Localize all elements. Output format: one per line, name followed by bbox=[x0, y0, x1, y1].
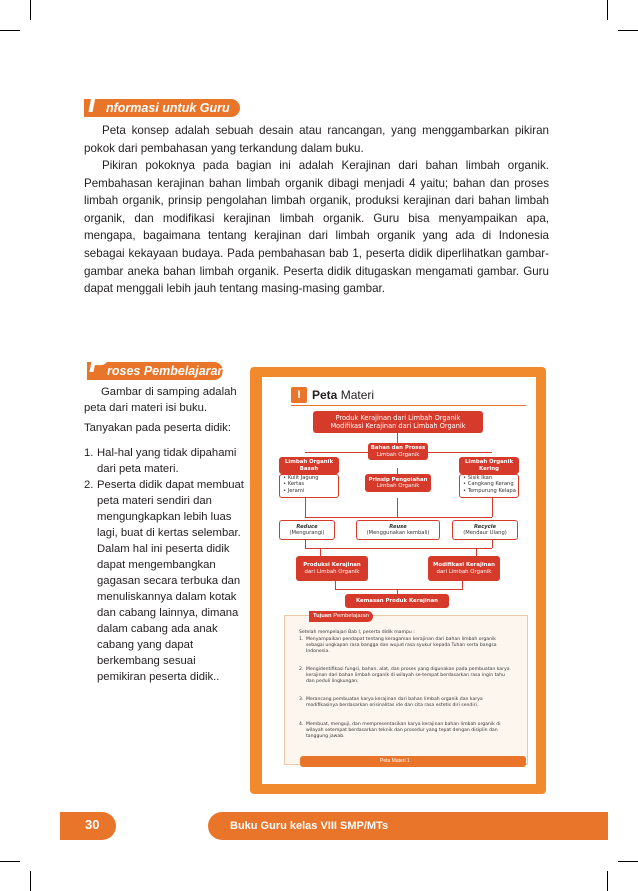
list-item: Hal-hal yang tidak dipahami dari peta materi. bbox=[97, 447, 237, 475]
header-title: nformasi untuk Guru bbox=[106, 101, 230, 115]
map-node-reuse bbox=[356, 520, 440, 540]
node-text: Recycle bbox=[473, 524, 497, 530]
left-intro: Gambar di samping adalah peta dari materi isi buku. bbox=[84, 386, 237, 414]
node-text: Modifikasi Kerajinan bbox=[433, 562, 495, 568]
map-list-basah bbox=[279, 474, 339, 498]
node-text: Reuse bbox=[389, 524, 407, 530]
chapter-badge: I bbox=[291, 387, 307, 403]
node-text: (Mendaur Ulang) bbox=[463, 530, 507, 537]
crop-mark bbox=[618, 30, 638, 31]
crop-mark bbox=[607, 871, 608, 891]
tujuan-num: 1. bbox=[299, 637, 304, 642]
map-node-kering bbox=[459, 457, 519, 474]
node-text: dari Limbah Organik bbox=[436, 568, 492, 575]
node-text: Limbah Organik bbox=[284, 459, 334, 465]
map-root-node bbox=[313, 411, 483, 433]
map-node-bahan bbox=[368, 443, 428, 460]
crop-mark bbox=[0, 861, 20, 862]
map-node-basah bbox=[279, 457, 339, 474]
map-node-kemasan bbox=[345, 594, 449, 608]
header-initial: I bbox=[88, 87, 96, 118]
crop-mark bbox=[607, 0, 608, 20]
tujuan-num: 4. bbox=[299, 722, 304, 727]
node-text: Kering bbox=[479, 465, 499, 472]
header-title: roses Pembelajaran bbox=[107, 364, 226, 378]
list-item-number: 2. bbox=[84, 479, 94, 491]
tujuan-item: Menyampaikan pendapat tentang keragaman kerajinan dari bahan limbah organik sebagai ungkapan rasa bangga dan wujud rasa syukur kepada Tuhan serta bangsa Indonesia. bbox=[306, 637, 497, 655]
map-node-produksi bbox=[296, 556, 368, 581]
header-initial: P bbox=[89, 347, 108, 378]
tujuan-item: Membuat, menguji, dan mempresentasikan karya kerajinan bahan limbah organik di wilayah setempat berdasarkan teknik dan prosedur yang tepat dengan disiplin dan tanggung jawab. bbox=[306, 722, 501, 740]
map-list-kering bbox=[459, 474, 519, 498]
node-text: dari Limbah Organik bbox=[304, 568, 360, 575]
list-item: • Kulit Jagung bbox=[283, 475, 319, 481]
crop-mark bbox=[0, 30, 20, 31]
tujuan-num: 3. bbox=[299, 697, 304, 702]
node-text: Limbah Organik bbox=[464, 459, 514, 465]
node-text: (Menggunakan kembali) bbox=[366, 530, 430, 537]
list-item: Peserta didik dapat membuat peta materi sendiri dan mengungkapkan lebih luas lagi, buat di kertas selembar. Dalam hal ini peserta didik dapat mengembangkan gagasan secara terbuka dan menuliskannya dalam kotak dan cabang lainnya, dimana dalam cabang ada anak cabang yang dapat berkembang sesuai pemikiran peserta didik.. bbox=[97, 479, 244, 683]
crop-mark bbox=[30, 0, 31, 20]
left-ask: Tanyakan pada peserta didik: bbox=[84, 422, 231, 434]
list-item: • Jerami bbox=[283, 487, 305, 494]
map-node-prinsip bbox=[365, 474, 431, 492]
node-text: Basah bbox=[299, 465, 319, 472]
list-item: • Tempurung Kelapa bbox=[463, 487, 516, 494]
tujuan-item: Mengidentifikasi fungsi, bahan, alat, dan proses yang digunakan pada pembuatan karya kerajinan dari bahan limbah organik di wilayah se-tempat berdasarkan rasa ingin tahu dan peduli lingkungan. bbox=[306, 667, 510, 685]
map-title-bold: Peta bbox=[312, 388, 338, 402]
map-node-modifikasi bbox=[428, 556, 500, 581]
node-text: Produksi Kerajinan bbox=[303, 562, 361, 568]
list-item: • Cangkang Kerang bbox=[463, 481, 514, 488]
node-text: Limbah Organik bbox=[376, 483, 420, 489]
tujuan-intro: Setelah mempelajari Bab I, peserta didik mampu : bbox=[299, 630, 415, 635]
map-node-reduce bbox=[279, 520, 335, 540]
page-number: 30 bbox=[85, 817, 100, 832]
list-item-number: 1. bbox=[84, 447, 94, 459]
map-title-rest: Materi bbox=[337, 388, 375, 402]
node-text: Bahan dan Proses bbox=[370, 445, 426, 451]
tujuan-tab bbox=[309, 611, 373, 622]
node-text: Kemasan Produk Kerajinan bbox=[355, 597, 439, 604]
title-underline bbox=[291, 405, 526, 406]
tujuan-item: Merancang pembuatan karya kerajinan dari bahan limbah organik dan karya modifikasinya berdasarkan orisinalitas ide dan cita rasa estetis diri sendiri. bbox=[306, 697, 483, 709]
tujuan-num: 2. bbox=[299, 667, 304, 672]
map-title bbox=[312, 387, 374, 403]
list-item: • Kertas bbox=[283, 481, 305, 488]
node-text: Reduce bbox=[296, 524, 318, 530]
node-text: Limbah Organik bbox=[376, 451, 420, 458]
map-footer-bar bbox=[300, 756, 526, 767]
crop-mark bbox=[30, 871, 31, 891]
info-paragraph-1: Peta konsep adalah sebuah desain atau rancangan, yang menggambarkan pikiran pokok dari pembahasan yang terkandung dalam buku. bbox=[84, 124, 549, 155]
node-text: (Mengurangi) bbox=[289, 530, 325, 537]
list-item: • Sisik Ikan bbox=[463, 475, 493, 481]
tab-label-bold: Tujuan bbox=[313, 613, 332, 619]
tab-label-rest: Pembelajaran bbox=[331, 613, 369, 619]
info-paragraph-2: Pikiran pokoknya pada bagian ini adalah Kerajinan dari bahan limbah organik. Pembahasan kerajinan bahan limbah organik dibagi menjadi 4 yaitu; bahan dan proses limbah organik, prinsip pengolahan limbah organik, produksi kerajinan dari bahan limbah organik, dan modifikasi kerajinan limbah organik. Guru bisa menyampaikan apa, mengapa, bagaimana tentang kerajinan dari limbah organik yang ada di Indonesia sebagai kekayaan budaya. Pada pembahasan bab 1, peserta didik diperlihatkan gambar-gambar aneka bahan limbah organik. Peserta didik ditugaskan mengamati gambar. Guru dapat menggali lebih jauh tentang masing-masing gambar. bbox=[84, 159, 549, 296]
book-title: Buku Guru kelas VIII SMP/MTs bbox=[230, 820, 389, 832]
node-text: Prinsip Pengolahan bbox=[368, 476, 428, 483]
node-text: Modifikasi Kerajinan dari Limbah Organik bbox=[330, 422, 466, 430]
node-text: Produk Kerajinan dari Limbah Organik bbox=[335, 414, 461, 422]
map-footer-text: Peta Materi 1 bbox=[380, 758, 410, 764]
crop-mark bbox=[618, 861, 638, 862]
map-node-recycle bbox=[452, 520, 518, 540]
